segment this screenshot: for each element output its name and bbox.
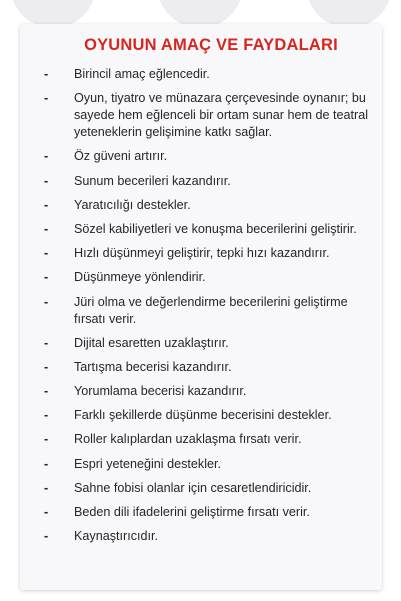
list-item xyxy=(44,383,368,400)
list-item-text: Dijital esaretten uzaklaştırır. xyxy=(74,335,229,350)
list-item xyxy=(44,335,368,352)
list-item xyxy=(44,221,368,238)
bullet-dash: - xyxy=(44,197,49,212)
bullet-dash: - xyxy=(44,480,49,495)
bullet-dash: - xyxy=(44,529,49,544)
list-item-text: Beden dili ifadelerini geliştirme fırsatı verir. xyxy=(74,505,310,519)
bullet-dash: - xyxy=(44,432,49,447)
list-item-text: Yaratıcılığı destekler. xyxy=(74,197,191,212)
list-item xyxy=(44,90,368,141)
list-item xyxy=(44,148,368,165)
bullet-dash: - xyxy=(44,294,49,309)
list-item-text: Birincil amaç eğlencedir. xyxy=(74,67,210,81)
bullet-dash: - xyxy=(44,173,49,188)
bullet-dash: - xyxy=(44,149,49,164)
benefit-list xyxy=(44,66,368,545)
list-item xyxy=(44,431,368,448)
list-item-text: Sunum becerileri kazandırır. xyxy=(74,173,231,188)
list-item-text: Öz güveni artırır. xyxy=(74,149,168,164)
list-item xyxy=(44,480,368,497)
list-item xyxy=(44,294,368,328)
list-item xyxy=(44,407,368,424)
list-item-text: Jüri olma ve değerlendirme becerilerini geliştirme fırsatı verir. xyxy=(74,294,348,326)
list-item xyxy=(44,456,368,473)
bullet-dash: - xyxy=(44,91,49,106)
list-item-text: Kaynaştırıcıdır. xyxy=(74,529,158,544)
list-item xyxy=(44,269,368,286)
bullet-dash: - xyxy=(44,505,49,519)
list-item xyxy=(44,197,368,214)
bullet-dash: - xyxy=(44,384,49,399)
list-item-text: Yorumlama becerisi kazandırır. xyxy=(74,384,247,399)
bullet-dash: - xyxy=(44,270,49,285)
list-item-text: Tartışma becerisi kazandırır. xyxy=(74,359,232,374)
list-item-text: Sözel kabiliyetleri ve konuşma becerilerini geliştirir. xyxy=(74,221,357,236)
list-item xyxy=(44,528,368,545)
list-item-text: Düşünmeye yönlendirir. xyxy=(74,270,206,285)
list-item-text: Espri yeteneğini destekler. xyxy=(74,456,222,471)
list-item xyxy=(44,66,368,83)
list-item xyxy=(44,173,368,190)
bullet-dash: - xyxy=(44,67,49,81)
bullet-dash: - xyxy=(44,359,49,374)
list-item xyxy=(44,245,368,262)
page-title: OYUNUN AMAÇ VE FAYDALARI xyxy=(84,36,338,54)
list-item-text: Farklı şekillerde düşünme becerisini destekler. xyxy=(74,408,332,423)
bullet-dash: - xyxy=(44,456,49,471)
bullet-dash: - xyxy=(44,335,49,350)
list-item-text: Hızlı düşünmeyi geliştirir, tepki hızı kazandırır. xyxy=(74,246,330,261)
benefits-card xyxy=(20,24,382,590)
bullet-dash: - xyxy=(44,408,49,423)
list-item xyxy=(44,504,368,521)
bullet-dash: - xyxy=(44,221,49,236)
bullet-dash: - xyxy=(44,246,49,261)
list-item xyxy=(44,359,368,376)
list-item-text: Roller kalıplardan uzaklaşma fırsatı verir. xyxy=(74,432,302,447)
list-item-text: Oyun, tiyatro ve münazara çerçevesinde oynanır; bu sayede hem eğlenceli bir ortam sunar hem de teatral yeteneklerin gelişimine katkı sağlar. xyxy=(74,91,369,140)
list-item-text: Sahne fobisi olanlar için cesaretlendiricidir. xyxy=(74,480,312,495)
